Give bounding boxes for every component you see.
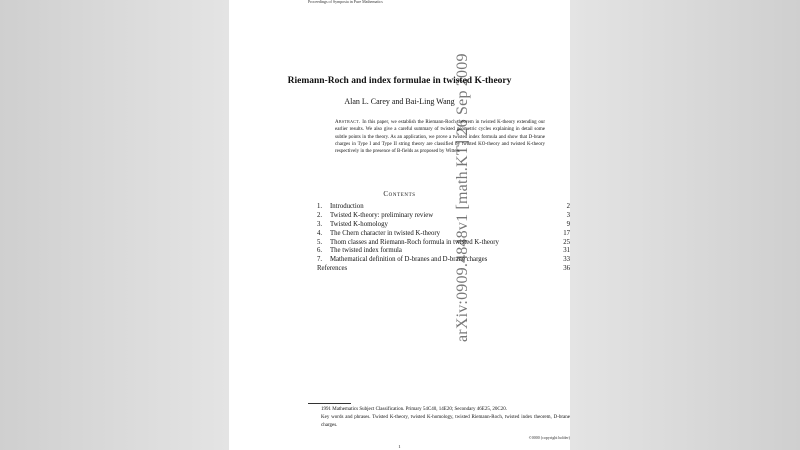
toc-entry-title: Twisted K-theory: preliminary review <box>330 211 434 219</box>
toc-entry[interactable] <box>317 230 570 239</box>
paper-title: Riemann-Roch and index formulae in twisted K-theory <box>287 76 512 86</box>
journal-header: Proceedings of Symposia in Pure Mathematics <box>308 0 383 4</box>
toc-entry-title: The Chern character in twisted K-theory <box>330 229 441 237</box>
toc-entry[interactable] <box>317 221 570 230</box>
toc-entry-page: 2 <box>566 203 570 210</box>
toc-entry-page: 33 <box>563 256 570 264</box>
viewer-background-right <box>570 0 800 450</box>
paper-page <box>229 0 570 450</box>
toc-entry-title: References <box>317 265 348 273</box>
toc-entry[interactable] <box>317 256 570 265</box>
abstract-text: In this paper, we establish the Riemann-Roch theorem in twisted K-theory extending our earlier results. We also give a careful summary of twisted geometric cycles explaining in detail some subtle points in the theory. As an application, we prove a twisted index formula and show that D-brane charges in Type I and Type II string theory are classified by twisted KO-theory and twisted K-theory respectively in the presence of B-fields as proposed by Witten. <box>335 120 545 155</box>
toc-entry-references[interactable] <box>317 265 570 274</box>
toc-entry-number: 1. <box>317 203 323 210</box>
footnote-rule <box>308 403 351 404</box>
toc-entry[interactable] <box>317 239 570 248</box>
toc-entry[interactable] <box>317 212 570 221</box>
copyright-notice: ©0000 (copyright holder) <box>528 435 570 440</box>
toc-entry-page: 17 <box>563 229 570 237</box>
toc-entry-title: Thom classes and Riemann-Roch formula in twisted K-theory <box>330 238 499 246</box>
toc-entry-number: 5. <box>317 238 323 246</box>
viewer-background-left <box>0 0 229 450</box>
abstract-label: Abstract. <box>335 120 361 125</box>
paper-authors: Alan L. Carey and Bai-Ling Wang <box>344 97 455 106</box>
toc-entry-title: The twisted index formula <box>330 247 402 255</box>
toc-entry-title: Twisted K-homology <box>330 220 388 228</box>
toc-entry-number: 3. <box>317 220 323 228</box>
toc-entry-title: Introduction <box>330 203 364 210</box>
toc-entry-number: 4. <box>317 229 323 237</box>
toc-entry-number: 7. <box>317 256 323 264</box>
toc-entry-page: 3 <box>566 211 570 219</box>
toc-entry-page: 25 <box>563 238 570 246</box>
page-number: 1 <box>398 444 401 449</box>
toc-entry-number: 6. <box>317 247 323 255</box>
toc-entry[interactable] <box>317 247 570 256</box>
subject-classification: 1991 Mathematics Subject Classification. Primary 54C40, 14E20; Secondary 46E25, 20C20. <box>321 407 507 412</box>
table-of-contents <box>317 203 570 274</box>
toc-entry-title: Mathematical definition of D-branes and D-brane charges <box>330 256 488 264</box>
toc-entry-page: 36 <box>563 265 570 273</box>
keywords: Key words and phrases. Twisted K-theory, twisted K-homology, twisted Riemann-Roch, twisted index theorem, D-brane charges. <box>321 415 570 428</box>
toc-entry-page: 9 <box>566 220 570 228</box>
contents-heading: Contents <box>383 190 416 198</box>
toc-entry[interactable] <box>317 203 570 212</box>
abstract <box>335 119 545 155</box>
toc-entry-number: 2. <box>317 211 323 219</box>
footnote <box>308 406 570 430</box>
arxiv-stamp-text: arXiv:0909.4848v1 [math.KT] 26 Sep 2009 <box>454 53 471 342</box>
toc-entry-page: 31 <box>563 247 570 255</box>
